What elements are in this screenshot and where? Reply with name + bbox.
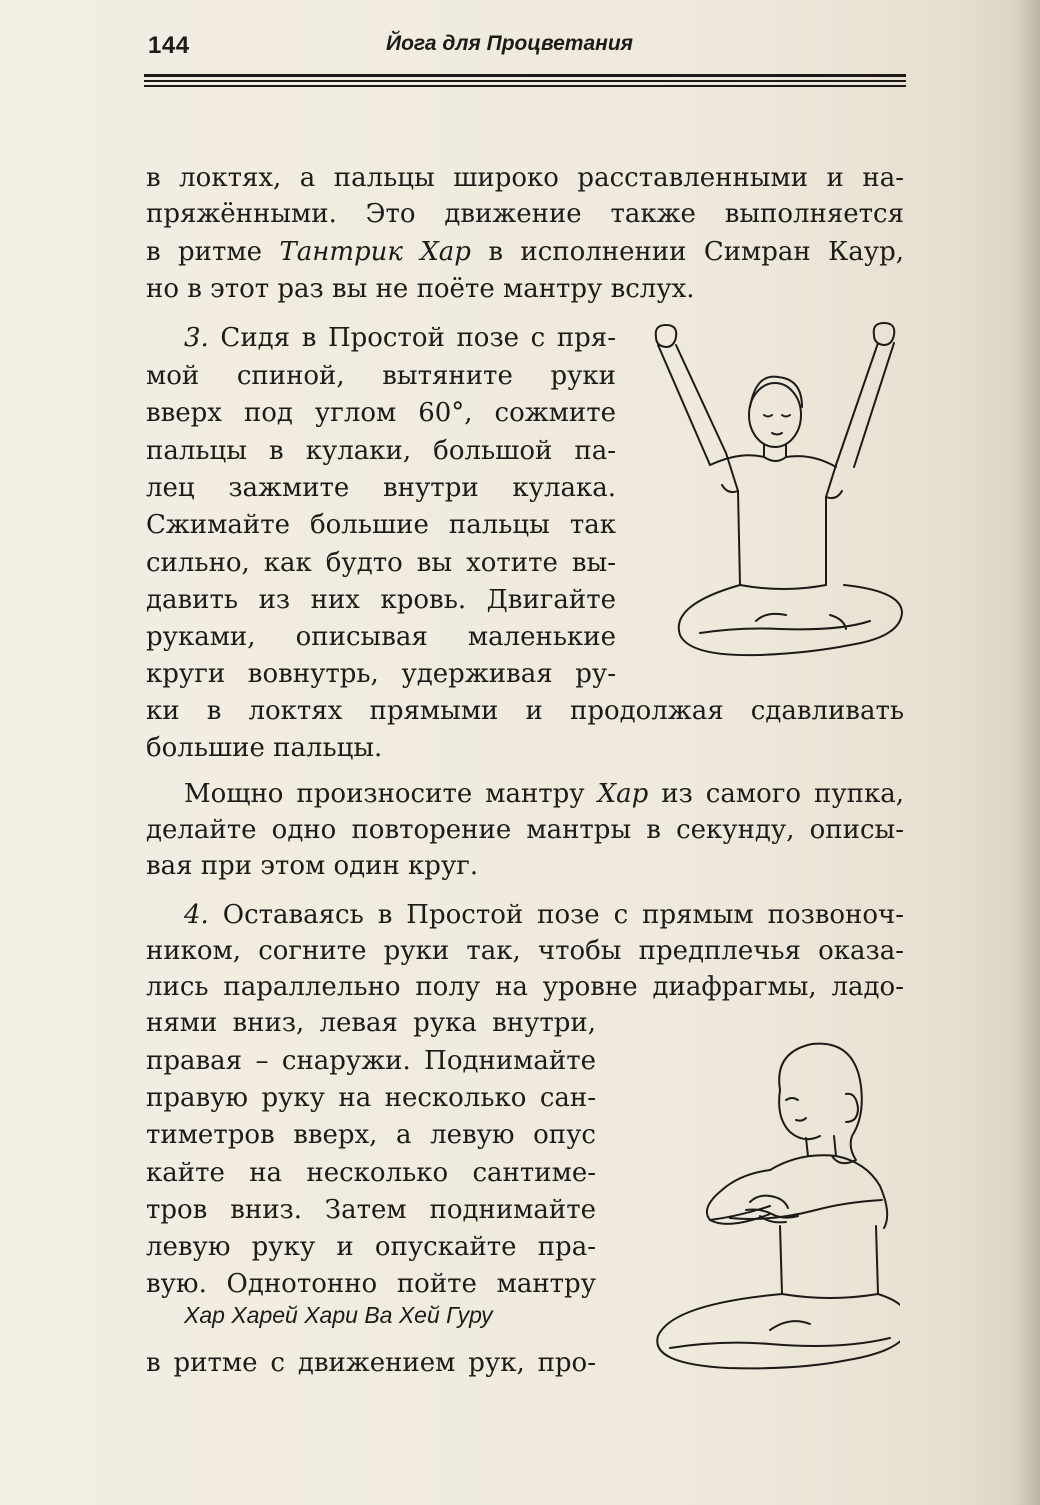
text-line: вая при этом один круг. xyxy=(146,851,479,881)
text-line: тиметров вверх, а левую опус xyxy=(146,1120,596,1150)
emphasis-text: Хар xyxy=(597,779,649,809)
book-title: Йога для Процветания xyxy=(386,32,634,55)
text-line: круги вовнутрь, удерживая ру- xyxy=(146,659,616,689)
text-line: ником, согните руки так, чтобы предплечья оказа- xyxy=(146,936,904,966)
text-line: пальцы в кулаки, большой па- xyxy=(146,436,616,466)
text-line: сильно, как будто вы хотите вы- xyxy=(146,548,616,578)
running-head xyxy=(148,26,908,66)
text-line: вверх под углом 60°, сожмите xyxy=(146,398,616,428)
text-line: но в этот раз вы не поёте мантру вслух. xyxy=(146,274,695,304)
text-line: левую руку и опускайте пра- xyxy=(146,1232,596,1262)
text-line: лись параллельно полу на уровне диафрагмы, ладо- xyxy=(146,972,904,1002)
page-number: 144 xyxy=(148,32,190,59)
text-line: 4. Оставаясь в Простой позе с прямым позвоноч- xyxy=(184,900,904,930)
emphasis-text: 4. xyxy=(184,900,209,930)
text-line: нями вниз, левая рука внутри, xyxy=(146,1008,596,1038)
mantra-text: Хар Харей Хари Ва Хей Гуру xyxy=(184,1302,493,1328)
text-line: правую руку на несколько сан- xyxy=(146,1083,596,1113)
text-line: Сжимайте большие пальцы так xyxy=(146,510,616,540)
text-line: Мощно произносите мантру Хар из самого пупка, xyxy=(184,779,904,809)
text-line: вую. Однотонно пойте мантру xyxy=(146,1269,596,1299)
text-line: ки в локтях прямыми и продолжая сдавливать xyxy=(146,696,904,726)
header-rule xyxy=(144,85,906,87)
text-line: давить из них кровь. Двигайте xyxy=(146,585,616,615)
header-rule xyxy=(144,74,906,77)
page-edge-shadow xyxy=(1012,0,1040,1505)
emphasis-text: 3. xyxy=(184,323,209,353)
text-line: лец зажмите внутри кулака. xyxy=(146,473,616,503)
text-line: кайте на несколько сантиме- xyxy=(146,1158,596,1188)
yoga-pose-arms-raised-illustration xyxy=(640,315,915,675)
emphasis-text: Тантрик Хар xyxy=(279,237,471,267)
text-line: в локтях, а пальцы широко расставленными и на- xyxy=(146,163,904,193)
text-line: пряжёнными. Это движение также выполняется xyxy=(146,199,904,229)
header-rule xyxy=(144,80,906,82)
text-line: правая – снаружи. Поднимайте xyxy=(146,1046,596,1076)
text-line: в ритме Тантрик Хар в исполнении Симран Каур, xyxy=(146,237,904,267)
text-line: в ритме с движением рук, про- xyxy=(146,1348,596,1378)
text-line: делайте одно повторение мантры в секунду, описы- xyxy=(146,815,904,845)
yoga-pose-forearms-parallel-illustration xyxy=(630,1030,900,1390)
text-line: тров вниз. Затем поднимайте xyxy=(146,1195,596,1225)
text-line: большие пальцы. xyxy=(146,733,383,763)
text-line: 3. Сидя в Простой позе с пря- xyxy=(184,323,616,353)
text-line: руками, описывая маленькие xyxy=(146,622,616,652)
text-line: мой спиной, вытяните руки xyxy=(146,361,616,391)
